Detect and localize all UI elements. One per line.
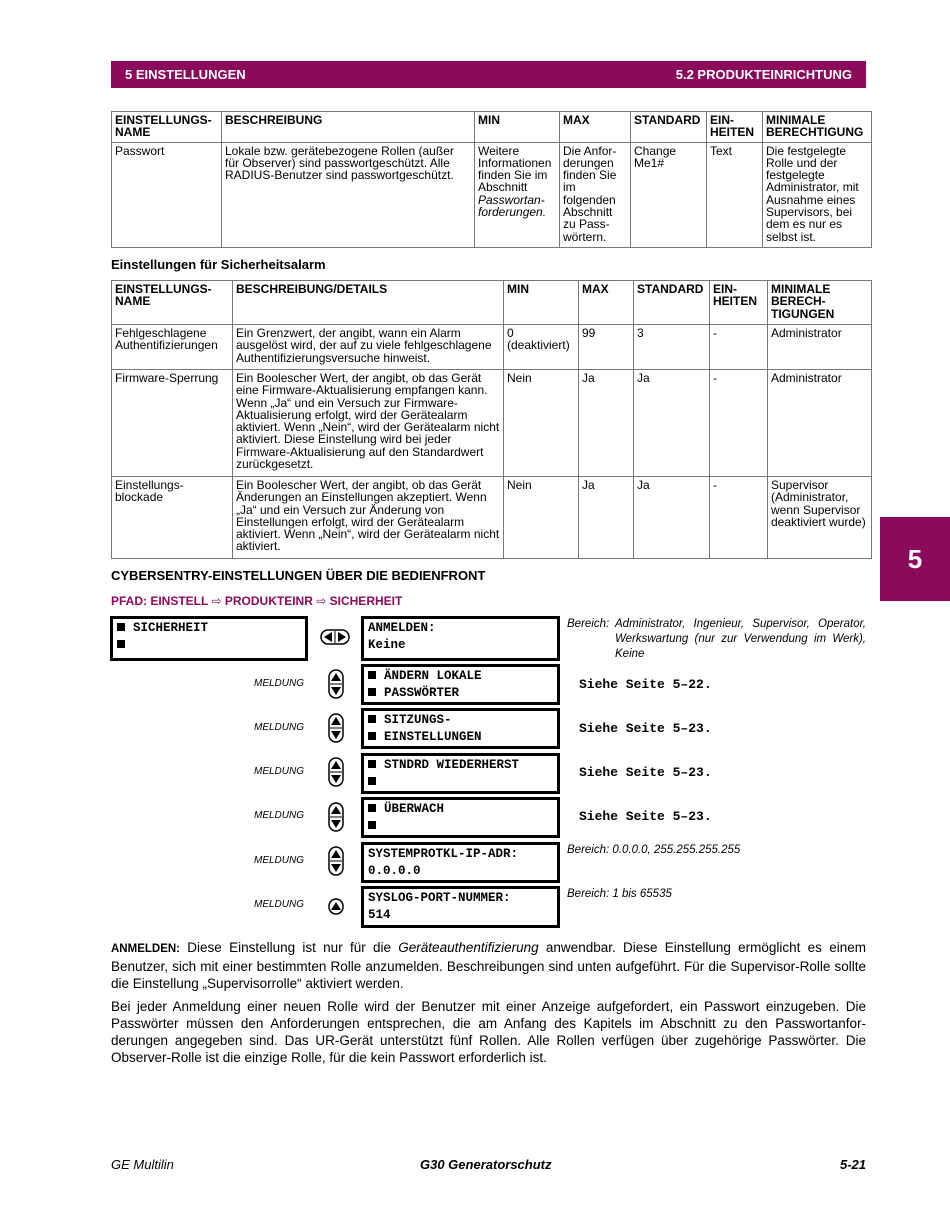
section-title: 5.2 PRODUKTEINRICHTUNG (675, 67, 852, 82)
footer-product: G30 Generatorschutz (420, 1157, 552, 1172)
table-row (112, 142, 872, 247)
lcd-line: PASSWÖRTER (384, 686, 460, 700)
page-reference: Siehe Seite 5–22. (579, 677, 712, 692)
alarm-settings-title: Einstellungen für Sicherheitsalarm (111, 257, 326, 272)
cell-min-text: Weitere Informationen finden Sie im Abschnitt (478, 143, 552, 195)
range-label: Bereich: (567, 844, 610, 856)
range-value: Administrator, Ingenieur, Supervisor, Operator, Werkswartung (nur zur Verwendung im Werk), Keine (615, 618, 866, 660)
cell-desc: Ein Grenzwert, der angibt, wann ein Alarm ausgelöst wird, der auf zu viele fehlgeschlagene Authentifizierungsversuche hinweist. (233, 325, 504, 370)
ip-range (567, 843, 740, 858)
path-segment: PRODUKTEINR (224, 594, 313, 608)
bullet-square-icon (368, 804, 376, 812)
cell-standard: Ja (634, 370, 710, 477)
lcd-line: ANMELDEN: (368, 621, 436, 635)
lcd-value: Keine (368, 638, 406, 652)
lcd-syslog-port[interactable] (361, 886, 560, 928)
cell-max: Ja (579, 370, 634, 477)
col-header: MIN (475, 112, 560, 143)
cell-standard: Ja (634, 477, 710, 559)
col-header: STANDARD (634, 281, 710, 325)
lcd-supervision[interactable] (361, 797, 560, 838)
cell-min: Nein (504, 477, 579, 559)
col-header: MINIMALE BERECH-TIGUNGEN (768, 281, 872, 325)
lcd-value: 0.0.0.0 (368, 864, 421, 878)
cell-unit: - (710, 370, 768, 477)
lcd-line: SITZUNGS- (384, 713, 452, 727)
lcd-session-settings[interactable] (361, 708, 560, 749)
lcd-restore-defaults[interactable] (361, 753, 560, 794)
cell-name: Fehlgeschlagene Authentifizierungen (112, 325, 233, 370)
col-header: MAX (560, 112, 631, 143)
up-down-nav-icon[interactable] (328, 802, 344, 832)
col-header: MIN (504, 281, 579, 325)
cell-min: 0 (deaktiviert) (504, 325, 579, 370)
col-header: BESCHREIBUNG (222, 112, 475, 143)
col-header: EINSTELLUNGS-NAME (112, 112, 222, 143)
bullet-square-icon (368, 688, 376, 696)
chapter-title: 5 EINSTELLUNGEN (125, 67, 246, 82)
cell-desc: Ein Boolescher Wert, der angibt, ob das Gerät Änderungen an Einstellungen akzeptiert. Wenn „Ja“ und ein Versuch zur Änderung von Einstellungen erfolgt, wird der Gerätealarm aktiviert. Wenn „Nein“, wird der Gerätealarm nicht aktiviert. (233, 477, 504, 559)
col-header: EIN-HEITEN (707, 112, 763, 143)
range-label: Bereich: (567, 618, 610, 630)
cell-perm: Supervisor (Administrator, wenn Supervisor deaktiviert wurde) (768, 477, 872, 559)
cell-desc: Ein Boolescher Wert, der angibt, ob das Gerät eine Firmware-Aktualisierung empfangen kann. Wenn „Ja“ und ein Versuch zur Firmware-Aktualisierung erfolgt, wird der Gerätealarm aktiviert. Wenn „Nein“, wird der Gerätealarm nicht aktiviert. Diese Einstellung wird bei jeder Firmware-Aktualisierung auf den Standardwert zurückgesetzt. (233, 370, 504, 477)
up-down-nav-icon[interactable] (328, 757, 344, 787)
col-header: STANDARD (631, 112, 707, 143)
meldung-label: MELDUNG (254, 766, 305, 777)
cell-name: Firmware-Sperrung (112, 370, 233, 477)
para-text: anwendbar. Diese Einstellung ermöglicht es einem Benutzer, sich mit einer bestimmten Rolle anzumelden. Beschreibungen sind unten aufgeführt. Für die Supervisor-Rolle sollte die Einstellung „Supervisorrolle“ aktiviert werden. (111, 940, 866, 991)
cell-perm: Die festgelegte Rolle und der festgelegte Administrator, mit Ausnahme eines Supervisors, bei dem es nur es selbst ist. (763, 142, 872, 247)
lcd-value: 514 (368, 908, 391, 922)
bullet-square-icon (368, 671, 376, 679)
lcd-line: EINSTELLUNGEN (384, 730, 482, 744)
page-reference: Siehe Seite 5–23. (579, 721, 712, 736)
cell-max: Die Anfor-derungen finden Sie im folgenden Abschnitt zu Pass-wörtern. (560, 142, 631, 247)
up-down-nav-icon[interactable] (328, 713, 344, 743)
lcd-login-setting[interactable] (361, 616, 560, 661)
col-header: BESCHREIBUNG/DETAILS (233, 281, 504, 325)
lcd-line: ÄNDERN LOKALE (384, 669, 482, 683)
arrow-right-icon: ⇨ (316, 594, 327, 608)
lcd-line: SYSTEMPROTKL-IP-ADR: (368, 847, 519, 861)
bullet-square-icon (117, 640, 125, 648)
cell-desc: Lokale bzw. gerätebezogene Rollen (außer für Observer) sind passwortgeschützt. Alle RADIUS-Benutzer sind passwortgeschützt. (222, 142, 475, 247)
lcd-line: SICHERHEIT (133, 621, 209, 635)
bullet-square-icon (368, 777, 376, 785)
para-label: ANMELDEN: (111, 943, 180, 955)
menu-path (111, 594, 402, 608)
page-reference: Siehe Seite 5–23. (579, 765, 712, 780)
col-header: MAX (579, 281, 634, 325)
col-header: EIN-HEITEN (710, 281, 768, 325)
lcd-line: ÜBERWACH (384, 802, 445, 816)
cell-min (475, 142, 560, 247)
cell-min-ref: Passwortan-forderungen (478, 192, 545, 220)
arrow-right-icon: ⇨ (211, 594, 222, 608)
cell-min-end: . (542, 205, 547, 220)
footer-company: GE Multilin (111, 1157, 174, 1172)
bullet-square-icon (368, 760, 376, 768)
roles-description: Bei jeder Anmeldung einer neuen Rolle wird der Benutzer mit einer Anzeige aufgefordert, ein Passwort einzugeben. Die Passwörter müssen den Anforderungen entsprechen, die am Anfang des Kapitels im Abschnitt zu den Passwortanfor-derungen angegeben sind. Das UR-Gerät unterstützt fünf Rollen. Alle Rollen verfügen über zugehörige Passwörter. Die Observer-Rolle ist die einzige Rolle, für die kein Passwort erforderlich ist. (111, 999, 866, 1065)
up-nav-icon[interactable] (328, 898, 344, 915)
lcd-syslog-ip[interactable] (361, 842, 560, 883)
cell-standard: Change Me1# (631, 142, 707, 247)
chapter-header-bar (111, 61, 866, 88)
bullet-square-icon (368, 732, 376, 740)
footer-page-number: 5-21 (840, 1157, 867, 1172)
cell-unit: - (710, 477, 768, 559)
password-settings-table (111, 111, 872, 248)
range-value: 1 bis 65535 (612, 888, 672, 900)
bullet-square-icon (117, 623, 125, 631)
up-down-nav-icon[interactable] (328, 846, 344, 876)
port-range (567, 887, 672, 902)
lcd-line: SYSLOG-PORT-NUMMER: (368, 891, 511, 905)
lcd-security-menu[interactable] (110, 616, 308, 661)
table-row (112, 477, 872, 559)
cell-max: 99 (579, 325, 634, 370)
para-text: Diese Einstellung ist nur für die (180, 940, 399, 955)
path-segment: SICHERHEIT (329, 594, 403, 608)
login-description (111, 939, 866, 992)
table-header-row (112, 281, 872, 325)
col-header: MINIMALE BERECHTIGUNG (763, 112, 872, 143)
para-emphasis: Geräteauthentifizierung (398, 940, 539, 955)
cell-max: Ja (579, 477, 634, 559)
cell-min: Nein (504, 370, 579, 477)
security-alarm-table (111, 280, 872, 559)
cell-unit: - (710, 325, 768, 370)
chapter-side-tab: 5 (880, 517, 950, 601)
meldung-label: MELDUNG (254, 678, 305, 689)
cell-name: Einstellungs-blockade (112, 477, 233, 559)
up-down-nav-icon[interactable] (328, 669, 344, 699)
login-range (567, 617, 866, 662)
table-row (112, 325, 872, 370)
meldung-label: MELDUNG (254, 810, 305, 821)
meldung-label: MELDUNG (254, 899, 305, 910)
range-value: 0.0.0.0, 255.255.255.255 (612, 844, 741, 856)
bullet-square-icon (368, 821, 376, 829)
cell-name: Passwort (112, 142, 222, 247)
bullet-square-icon (368, 715, 376, 723)
lcd-line: STNDRD WIEDERHERST (384, 758, 520, 772)
table-row (112, 370, 872, 477)
left-right-nav-icon[interactable] (320, 629, 350, 645)
col-header: EINSTELLUNGS-NAME (112, 281, 233, 325)
cell-standard: 3 (634, 325, 710, 370)
lcd-change-passwords[interactable] (361, 664, 560, 705)
range-label: Bereich: (567, 888, 610, 900)
cybersentry-title: CYBERSENTRY-EINSTELLUNGEN ÜBER DIE BEDIENFRONT (111, 568, 486, 583)
meldung-label: MELDUNG (254, 855, 305, 866)
meldung-label: MELDUNG (254, 722, 305, 733)
path-segment: PFAD: EINSTELL (111, 594, 209, 608)
page-reference: Siehe Seite 5–23. (579, 809, 712, 824)
cell-unit: Text (707, 142, 763, 247)
cell-perm: Administrator (768, 370, 872, 477)
table-header-row (112, 112, 872, 143)
cell-perm: Administrator (768, 325, 872, 370)
